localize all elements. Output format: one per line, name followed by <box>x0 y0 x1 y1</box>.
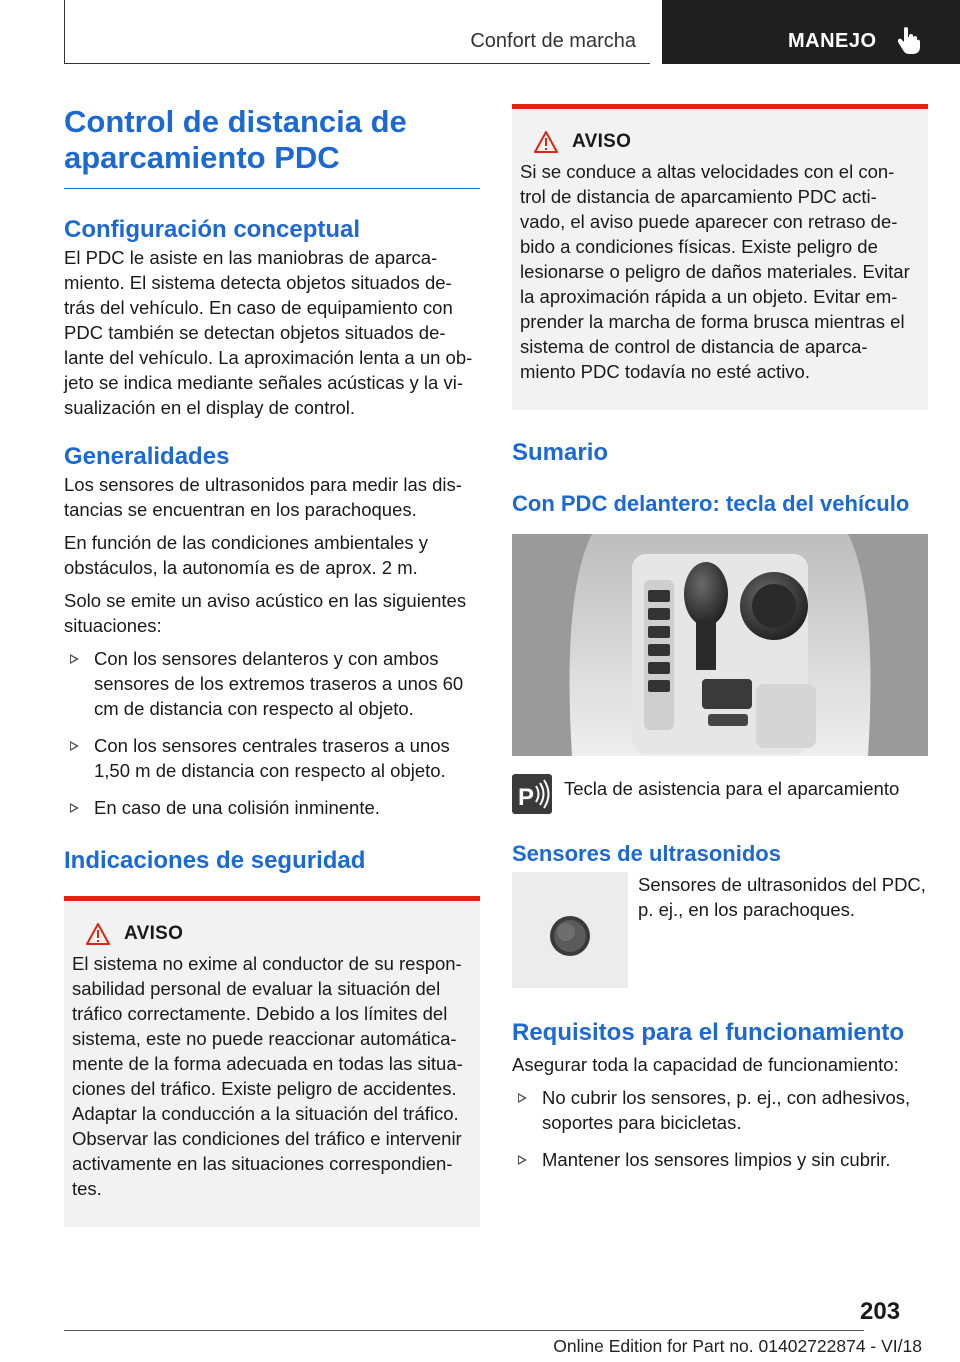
general-list <box>64 646 480 820</box>
list-item: Con los sensores delanteros y con ambos sensores de los extremos traseros a unos 60 cm de distancia con respecto al objeto. <box>64 646 480 721</box>
footer-rule <box>64 1330 864 1331</box>
header-left-rule <box>64 0 65 64</box>
center-console-image <box>512 534 928 756</box>
general-text-2: En función de las condiciones ambientales y obstáculos, la autonomía es de aprox. 2 m. <box>64 532 429 578</box>
requirements-intro: Asegurar toda la capacidad de funcionamiento: <box>512 1054 899 1075</box>
concept-heading: Configuración conceptual <box>64 216 361 243</box>
footer-edition: Online Edition for Part no. 01402722874 - VI/18 <box>553 1336 922 1356</box>
concept-text: El PDC le asiste en las maniobras de aparca-miento. El sistema detecta objetos situados de-trás del vehículo. En caso de equipamiento con PDC también se detectan objetos situados de-lante del vehículo. La aproximación lenta a un ob-jeto se indica mediante señales acústicas y la vi-sualización en el display de control. <box>64 247 473 418</box>
page-number: 203 <box>860 1298 901 1325</box>
list-item: En caso de una colisión inminente. <box>64 795 480 820</box>
left-column <box>64 104 480 1227</box>
list-item: No cubrir los sensores, p. ej., con adhesivos, soportes para bicicletas. <box>512 1085 928 1135</box>
requirements-list <box>512 1085 928 1172</box>
general-heading: Generalidades <box>64 443 230 470</box>
warning-text: Si se conduce a altas velocidades con el con-trol de distancia de aparcamiento PDC acti-vado, el aviso puede aparecer con retraso de-bido a condiciones físicas. Existe peligro de lesionarse o peligro de daños materiales. Evitar la aproximación rápida a un objeto. Evitar em-prender la marcha de forma brusca mientras el sistema de control de distancia de aparca-miento PDC todavía no esté activo. <box>520 161 910 382</box>
warning-title: AVISO <box>124 923 184 944</box>
triangle-bullet-icon <box>70 741 79 751</box>
list-item: Con los sensores centrales traseros a unos 1,50 m de distancia con respecto al objeto. <box>64 733 480 783</box>
list-item: Mantener los sensores limpios y sin cubrir. <box>512 1147 928 1172</box>
pdc-front-heading: Con PDC delantero: tecla del vehículo <box>512 491 910 516</box>
page-title: Control de distancia de aparcamiento PDC <box>64 104 407 175</box>
header-section-title: Confort de marcha <box>470 30 636 52</box>
button-caption-row <box>512 774 928 814</box>
header-bottom-rule <box>64 63 650 64</box>
parking-assist-button-icon <box>512 774 552 814</box>
triangle-bullet-icon <box>70 654 79 664</box>
triangle-bullet-icon <box>518 1155 527 1165</box>
ultrasonic-sensor-image <box>512 872 628 988</box>
sensors-text: Sensores de ultrasonidos del PDC, p. ej., en los parachoques. <box>638 874 926 920</box>
warning-triangle-icon <box>86 923 110 945</box>
button-caption: Tecla de asistencia para el aparcamiento <box>564 778 900 799</box>
general-text-3: Solo se emite un aviso acústico en las siguientes situaciones: <box>64 590 467 636</box>
header-chapter-label: MANEJO <box>788 30 877 52</box>
triangle-bullet-icon <box>70 803 79 813</box>
hand-pointer-icon <box>898 26 920 54</box>
safety-warning-box <box>64 896 480 1227</box>
header-chapter-tab <box>662 0 960 64</box>
sensors-heading: Sensores de ultrasonidos <box>512 841 781 866</box>
right-column <box>512 104 928 1172</box>
triangle-bullet-icon <box>518 1093 527 1103</box>
general-text-1: Los sensores de ultrasonidos para medir las dis-tancias se encuentran en los parachoques. <box>64 474 462 520</box>
warning-text: El sistema no exime al conductor de su respon-sabilidad personal de evaluar la situación del tráfico correctamente. Debido a los límites del sistema, este no puede reaccionar automática-mente de la forma adecuada en todas las situa-ciones del tráfico. Existe peligro de accidentes. Adaptar la conducción a la situación del tráfico. Observar las condiciones del tráfico e intervenir activamente en las situaciones correspondien-tes. <box>72 953 463 1199</box>
summary-heading: Sumario <box>512 439 609 466</box>
speed-warning-box <box>512 104 928 410</box>
safety-heading: Indicaciones de seguridad <box>64 847 366 874</box>
svg-text:P: P <box>518 784 535 811</box>
warning-title: AVISO <box>572 131 632 152</box>
sensor-row <box>512 872 928 988</box>
warning-triangle-icon <box>534 131 558 153</box>
requirements-heading: Requisitos para el funcionamiento <box>512 1019 905 1046</box>
